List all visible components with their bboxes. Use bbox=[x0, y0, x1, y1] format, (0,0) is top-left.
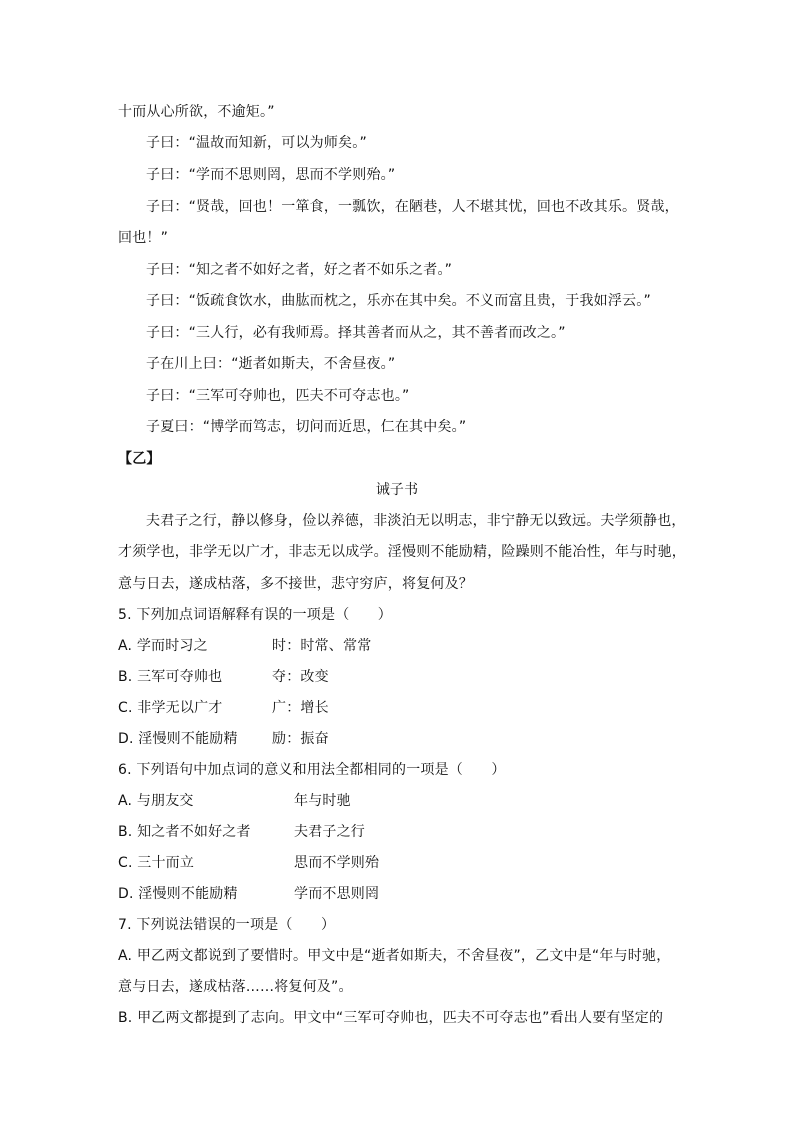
option-explanation: 夫君子之行 bbox=[294, 824, 365, 840]
option-text: B. 三军可夺帅也 bbox=[118, 669, 223, 685]
option-text: D. 淫慢则不能励精 bbox=[118, 886, 238, 902]
option-explanation: 励：振奋 bbox=[272, 731, 329, 747]
text-line: 意与日去，遂成枯落，多不接世，悲守穷庐，将复何及？ bbox=[118, 576, 473, 592]
text-line: 意与日去，遂成枯落……将复何及”。 bbox=[118, 979, 353, 995]
question-stem: 5. 下列加点词语解释有误的一项是（ ） bbox=[118, 607, 393, 623]
text-line: 子曰：“饭疏食饮水，曲肱而枕之，乐亦在其中矣。不义而富且贵，于我如浮云。” bbox=[146, 293, 651, 309]
text-line: 子曰：“学而不思则罔，思而不学则殆。” bbox=[146, 167, 396, 183]
option-text: A. 学而时习之 bbox=[118, 638, 208, 654]
option-text: C. 三十而立 bbox=[118, 855, 195, 871]
text-line: 子曰：“三军可夺帅也，匹夫不可夺志也。” bbox=[146, 388, 410, 404]
text-line: 子曰：“贤哉，回也！一箪食，一瓢饮，在陋巷，人不堪其忧，回也不改其乐。贤哉， bbox=[146, 199, 679, 215]
text-line: 回也！” bbox=[118, 230, 169, 246]
text-line: 十而从心所欲，不逾矩。” bbox=[118, 104, 275, 120]
option-text: B. 知之者不如好之者 bbox=[118, 824, 251, 840]
text-line: 子曰：“知之者不如好之者，好之者不如乐之者。” bbox=[146, 262, 453, 278]
text-line: 才须学也，非学无以广才，非志无以成学。淫慢则不能励精，险躁则不能冶性，年与时驰， bbox=[118, 544, 686, 560]
question-stem: 7. 下列说法错误的一项是（ ） bbox=[118, 917, 336, 933]
passage-title: 诫子书 bbox=[375, 482, 419, 498]
option-explanation: 时：时常、常常 bbox=[272, 638, 372, 654]
option-text: D. 淫慢则不能励精 bbox=[118, 731, 238, 747]
option-explanation: 夺：改变 bbox=[272, 669, 329, 685]
option-text: A. 与朋友交 bbox=[118, 793, 194, 809]
question-stem: 6. 下列语句中加点词的意义和用法全都相同的一项是（ ） bbox=[118, 762, 506, 778]
option-explanation: 学而不思则罔 bbox=[294, 886, 380, 902]
text-line: 夫君子之行，静以修身，俭以养德，非淡泊无以明志，非宁静无以致远。夫学须静也， bbox=[146, 513, 686, 529]
option-explanation: 年与时驰 bbox=[294, 793, 351, 809]
text-line: 子夏曰：“博学而笃志，切问而近思，仁在其中矣。” bbox=[146, 419, 467, 435]
text-line: 子在川上曰：“逝者如斯夫，不舍昼夜。” bbox=[146, 356, 396, 372]
option-explanation: 广：增长 bbox=[272, 700, 329, 716]
section-label: 【乙】 bbox=[118, 451, 161, 467]
text-line: B. 甲乙两文都提到了志向。甲文中“三军可夺帅也，匹夫不可夺志也”看出人要有坚定的 bbox=[118, 1010, 664, 1026]
text-line: A. 甲乙两文都说到了要惜时。甲文中是“逝者如斯夫，不舍昼夜”，乙文中是“年与时驰， bbox=[118, 948, 671, 964]
option-explanation: 思而不学则殆 bbox=[294, 855, 380, 871]
option-text: C. 非学无以广才 bbox=[118, 700, 223, 716]
text-line: 子曰：“温故而知新，可以为师矣。” bbox=[146, 135, 367, 151]
text-line: 子曰：“三人行，必有我师焉。择其善者而从之，其不善者而改之。” bbox=[146, 325, 566, 341]
